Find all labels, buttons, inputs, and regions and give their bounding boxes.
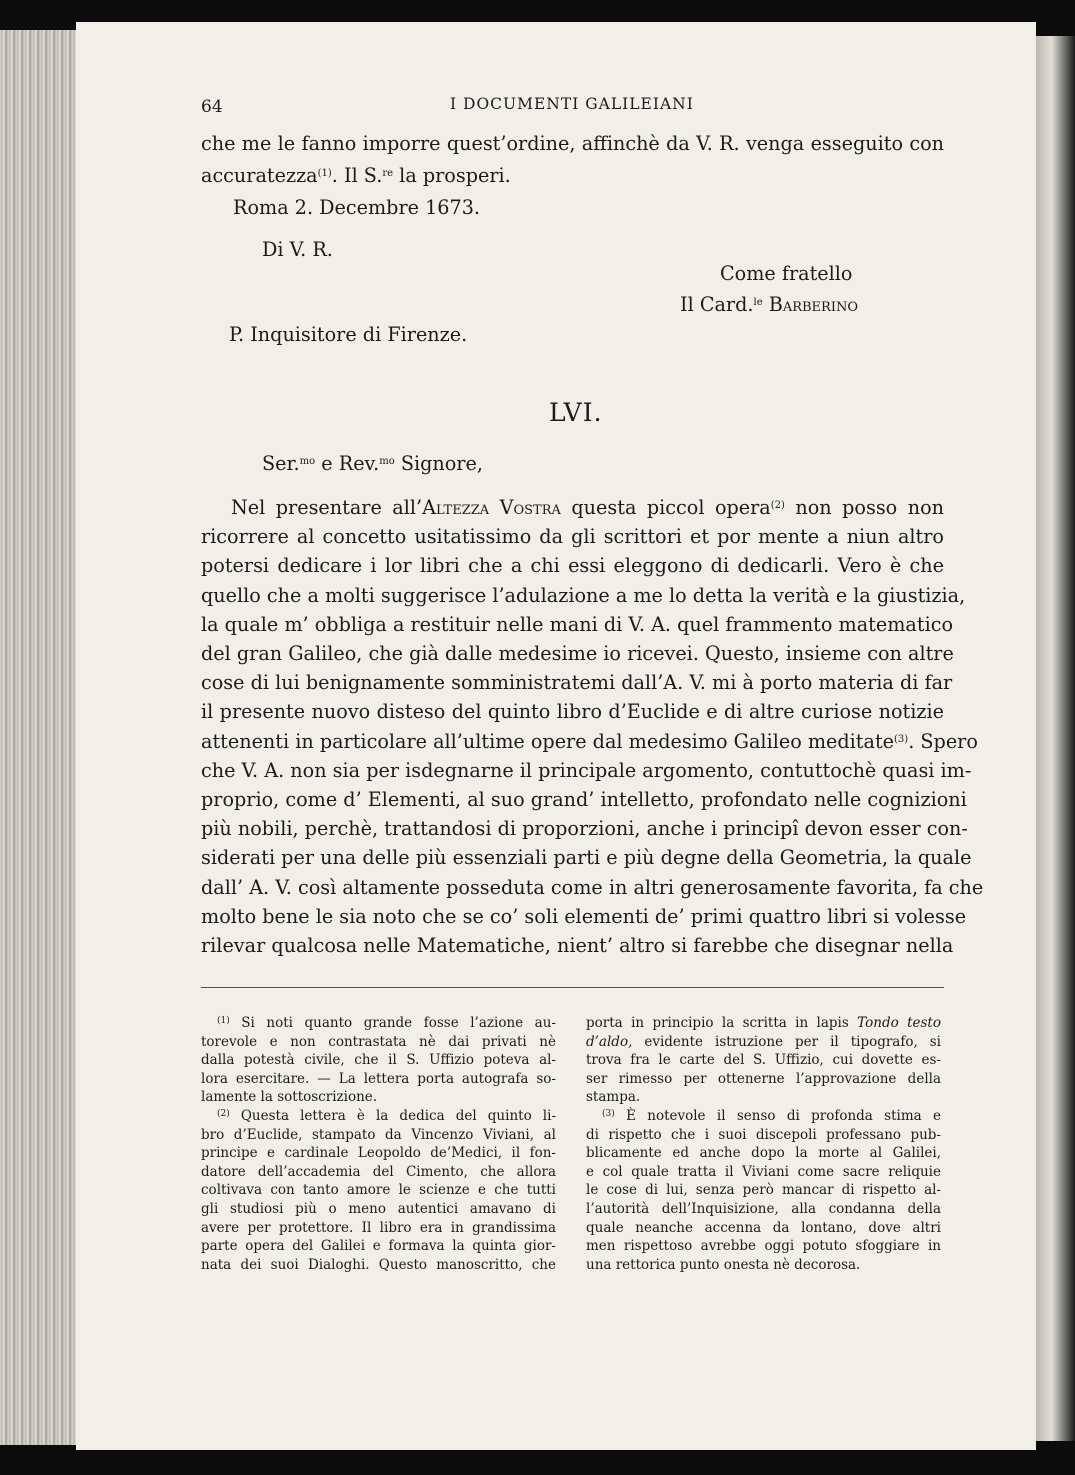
footnote-line: men rispettoso avrebbe oggi potuto sfoggiare in	[586, 1238, 941, 1255]
text-line: quello che a molti suggerisce l’adulazione a me lo detta la verità e la giustizia,	[201, 583, 966, 607]
footnote-line: e col quale tratta il Viviani come sacre reliquie	[586, 1163, 941, 1180]
text-span: accuratezza	[201, 164, 318, 187]
text-line: la quale m’ obbliga a restituir nelle mani di V. A. quel frammento matematico	[201, 612, 954, 636]
footnote-line	[201, 1014, 556, 1033]
superscript: mo	[299, 456, 316, 467]
italic-text: Tondo testo	[857, 1015, 941, 1031]
text-line	[201, 493, 944, 522]
footnote-line: trova fra le carte del S. Uffizio, cui dovette es-	[586, 1052, 941, 1069]
footnotes-left-column	[201, 1014, 556, 1274]
section-number: LVI.	[549, 398, 603, 427]
footnote-line: le cose di lui, senza però mancar di rispetto al-	[586, 1182, 941, 1199]
text-span: questa piccol opera	[560, 496, 771, 519]
text-span: porta in principio la scritta in lapis	[586, 1015, 858, 1031]
footnote-marker: (3)	[602, 1108, 615, 1119]
footnote-line: dalla potestà civile, che il S. Uffizio poteva al-	[201, 1052, 556, 1069]
text-span: Si noti quanto grande fosse l’azione au-	[229, 1015, 556, 1031]
footnote-ref: (1)	[317, 168, 332, 179]
footnote-line: gli studiosi più o meno autentici amavano di	[201, 1200, 556, 1217]
footnote-line: ser rimesso per ottenerne l’approvazione della	[586, 1070, 941, 1087]
text-span: Signore,	[394, 452, 483, 475]
footnote-line: una rettorica punto onesta nè decorosa.	[586, 1256, 861, 1273]
text-line: che me le fanno imporre quest’ordine, affinchè da V. R. venga esseguito con	[201, 132, 944, 155]
text-span: attenenti in particolare all’ultime opere dal medesimo Galileo meditate	[201, 729, 895, 753]
text-line	[201, 727, 978, 756]
footnote-line: avere per protettore. Il libro era in grandissima	[201, 1219, 556, 1236]
page-number: 64	[201, 97, 223, 117]
closing: Come fratello	[720, 262, 853, 285]
letter-body	[201, 493, 984, 960]
text-span: È notevole il senso di profonda stima e	[614, 1107, 941, 1124]
text-span: la prosperi.	[393, 164, 511, 187]
footnote-line: principe e cardinale Leopoldo de’Medici, il fon-	[201, 1145, 556, 1162]
footnote-line: l’autorità dell’Inquisizione, alla condanna della	[586, 1200, 941, 1217]
footnote-line	[586, 1014, 941, 1033]
footnote-line: nata dei suoi Dialoghi. Questo manoscritto, che	[201, 1256, 556, 1273]
book-gutter-edge	[1036, 36, 1075, 1441]
text-line: molto bene le sia noto che se co’ soli elementi de’ primi quattro libri si volesse	[201, 904, 967, 928]
footnotes-right-column	[586, 1014, 941, 1274]
text-span: Nel presentare all’	[231, 496, 423, 519]
text-span: Il Card.	[680, 293, 754, 316]
text-line: siderati per una delle più essenziali parti e più degne della Geometria, la quale	[201, 846, 972, 870]
signature	[680, 293, 858, 316]
footnote-ref: (3)	[894, 733, 909, 745]
text-line	[201, 160, 511, 192]
footnote-ref: (2)	[770, 500, 785, 511]
footnote-line: quale neanche accenna da lontano, dove altri	[586, 1219, 941, 1236]
text-line: dall’ A. V. così altamente posseduta come in altri generosamente favorita, fa che	[201, 875, 984, 899]
text-span: Questa lettera è la dedica del quinto li-	[229, 1107, 556, 1124]
footnote-line	[586, 1107, 941, 1126]
text-line: cose di lui benignamente somministratemi dall’A. V. mi à porto materia di far	[201, 671, 953, 695]
text-line: del gran Galileo, che già dalle medesime io ricevei. Questo, insieme con altre	[201, 642, 954, 666]
text-line: potersi dedicare i lor libri che a chi essi eleggono di dedicarli. Vero è che	[201, 554, 944, 578]
text-span: . Spero	[908, 729, 978, 753]
footnote-marker: (1)	[217, 1016, 230, 1026]
footnote-line: lamente la sottoscrizione.	[201, 1089, 378, 1106]
text-line: più nobili, perchè, trattandosi di proporzioni, anche i principî devon esser con-	[201, 817, 968, 841]
addressee: P. Inquisitore di Firenze.	[229, 323, 468, 346]
footnote-line: lora esercitare. — La lettera porta autografa so-	[201, 1070, 556, 1087]
footnote-line: coltivava con tanto amore le scienze e che tutti	[201, 1182, 556, 1199]
footnote-line: torevole e non contrastata nè dai privati nè	[201, 1033, 556, 1050]
footnote-divider	[201, 987, 944, 988]
footnote-line: blicamente ed anche dopo la morte al Galilei,	[586, 1145, 941, 1162]
footnote-line: stampa.	[586, 1089, 641, 1106]
text-span: evidente istruzione per il tipografo, si	[632, 1033, 941, 1050]
letter-salutation	[262, 452, 483, 475]
place-date: Roma 2. Decembre 1673.	[233, 196, 481, 219]
superscript: re	[382, 168, 394, 179]
small-caps-text: Altezza Vostra	[422, 496, 561, 519]
text-line: il presente nuovo disteso del quinto libro d’Euclide e di altre curiose notizie	[201, 700, 944, 724]
salutation: Di V. R.	[262, 238, 333, 261]
italic-text: d’aldo,	[586, 1033, 633, 1050]
footnote-line: parte opera del Galilei e formava la quinta gior-	[201, 1238, 556, 1255]
text-line: proprio, come d’ Elementi, al suo grand’ intelletto, profondato nelle cognizioni	[201, 788, 967, 812]
superscript: mo	[379, 456, 395, 467]
footnote-line	[586, 1033, 941, 1052]
signature-name: Barberino	[762, 293, 858, 316]
text-span: non posso non	[784, 496, 944, 519]
running-title: I DOCUMENTI GALILEIANI	[450, 95, 694, 113]
text-span: e Rev.	[315, 452, 380, 475]
footnote-marker: (2)	[217, 1108, 230, 1119]
footnote-line: datore dell’accademia del Cimento, che allora	[201, 1163, 556, 1180]
text-line: rilevar qualcosa nelle Matematiche, nient’ altro si farebbe che disegnar nella	[201, 934, 954, 958]
footnote-line: bro d’Euclide, stampato da Vincenzo Viviani, al	[201, 1126, 556, 1143]
text-span: Ser.	[262, 452, 300, 475]
footnote-line	[201, 1107, 556, 1126]
book-page-edges	[0, 30, 80, 1445]
superscript: le	[753, 297, 763, 308]
footnote-line: di rispetto che i suoi discepoli professano pub-	[586, 1126, 941, 1143]
text-line: che V. A. non sia per isdegnarne il principale argomento, contuttochè quasi im-	[201, 758, 972, 782]
text-line: ricorrere al concetto usitatissimo da gli scrittori et por mente a niun altro	[201, 525, 944, 549]
text-span: . Il S.	[331, 164, 383, 187]
